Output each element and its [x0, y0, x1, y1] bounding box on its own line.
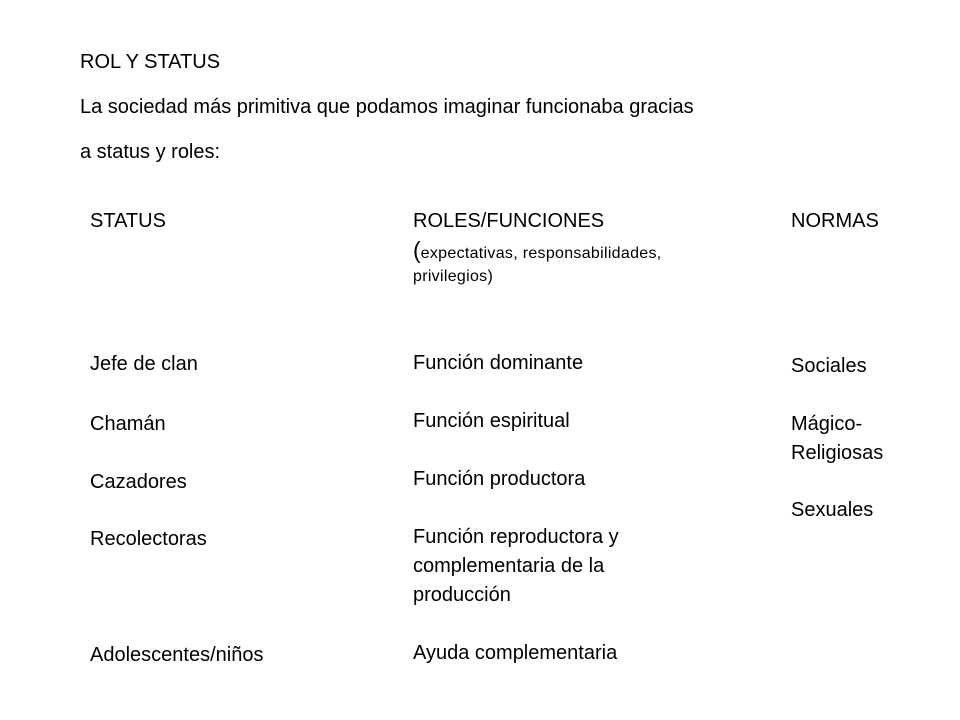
- status-item: Adolescentes/niños: [90, 644, 264, 666]
- status-item: Jefe de clan: [90, 353, 198, 375]
- roles-header: ROLES/FUNCIONES: [413, 210, 605, 232]
- normas-item: Sociales: [791, 355, 867, 377]
- roles-header-detail: [413, 236, 662, 268]
- status-item: Cazadores: [90, 471, 187, 493]
- page-title: ROL Y STATUS: [80, 51, 221, 73]
- status-item: Chamán: [90, 413, 166, 435]
- normas-item: Sexuales: [791, 499, 874, 521]
- intro-line-2: a status y roles:: [80, 141, 221, 163]
- roles-item-continued: producción: [413, 584, 511, 606]
- roles-item: Función productora: [413, 468, 586, 490]
- status-item: Recolectoras: [90, 528, 207, 550]
- normas-item: Mágico-: [791, 413, 863, 435]
- normas-item-continued: Religiosas: [791, 442, 884, 464]
- roles-item: Función espiritual: [413, 410, 570, 432]
- roles-item: Ayuda complementaria: [413, 642, 618, 664]
- normas-header: NORMAS: [791, 210, 879, 232]
- roles-item-continued: complementaria de la: [413, 555, 605, 577]
- roles-item: Función reproductora y: [413, 526, 619, 548]
- status-header: STATUS: [90, 210, 166, 232]
- roles-header-detail-line-1: expectativas, responsabilidades,: [420, 245, 662, 262]
- roles-header-paren: (: [413, 237, 421, 263]
- roles-header-detail-line-2: privilegios): [413, 268, 494, 285]
- intro-line-1: La sociedad más primitiva que podamos imaginar funcionaba gracias: [80, 96, 694, 118]
- roles-item: Función dominante: [413, 352, 584, 374]
